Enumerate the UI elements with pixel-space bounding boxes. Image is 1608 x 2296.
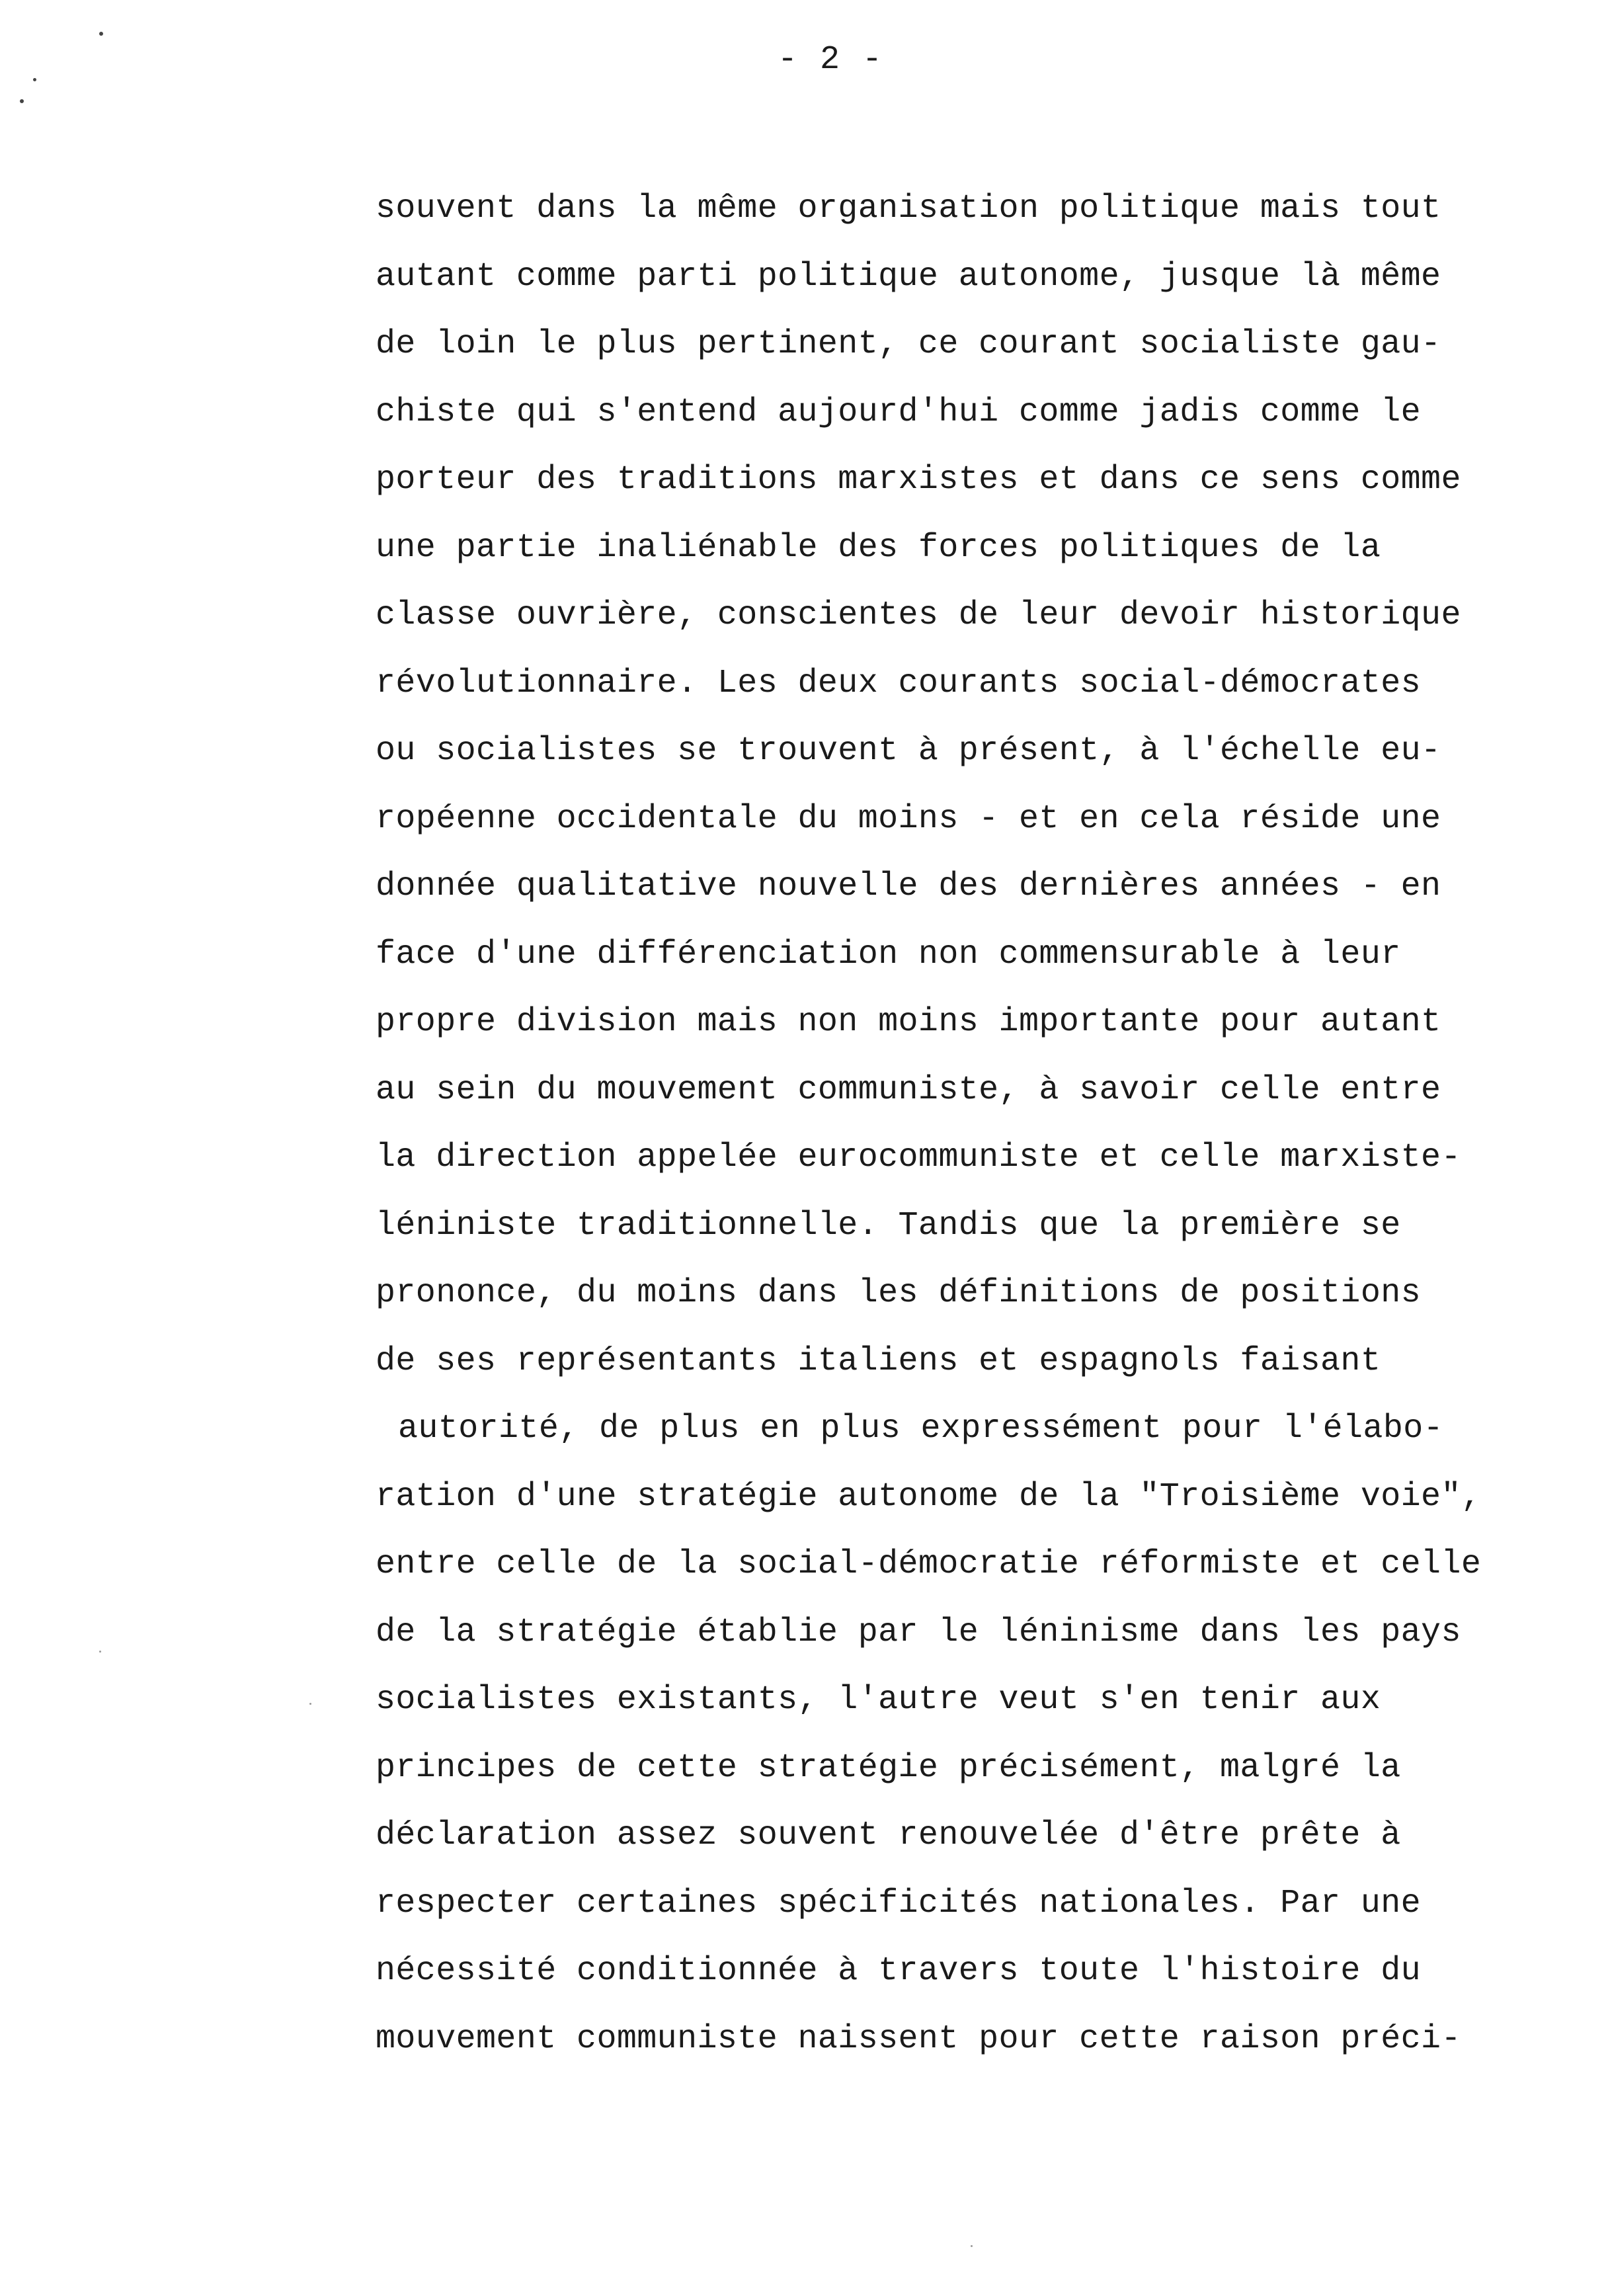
text-line: déclaration assez souvent renouvelée d'être prête à: [376, 1817, 1401, 1854]
text-line: ou socialistes se trouvent à présent, à l'échelle eu-: [376, 732, 1441, 770]
scan-speck: [309, 1703, 311, 1705]
text-line: la direction appelée eurocommuniste et celle marxiste-: [376, 1139, 1461, 1176]
text-line: porteur des traditions marxistes et dans ce sens comme: [376, 461, 1461, 499]
scan-speck: [33, 78, 36, 81]
text-line: ropéenne occidentale du moins - et en cela réside une: [376, 800, 1441, 838]
text-line: léniniste traditionnelle. Tandis que la première se: [376, 1206, 1401, 1245]
text-line: de la stratégie établie par le léninisme dans les pays: [376, 1613, 1461, 1651]
text-line: de loin le plus pertinent, ce courant socialiste gau-: [376, 325, 1441, 363]
body-text: [376, 175, 1513, 2073]
text-line: donnée qualitative nouvelle des dernières années - en: [376, 868, 1441, 905]
text-line: ration d'une stratégie autonome de la "Troisième voie",: [376, 1477, 1482, 1516]
text-line: socialistes existants, l'autre veut s'en tenir aux: [376, 1681, 1381, 1719]
text-line: révolutionnaire. Les deux courants social-démocrates: [376, 664, 1422, 702]
text-line: une partie inaliénable des forces politiques de la: [376, 528, 1381, 567]
text-line: au sein du mouvement communiste, à savoir celle entre: [376, 1071, 1441, 1109]
text-line: prononce, du moins dans les définitions de positions: [376, 1274, 1422, 1312]
text-line: respecter certaines spécificités nationales. Par une: [376, 1884, 1422, 1922]
text-line: de ses représentants italiens et espagnols faisant: [376, 1342, 1381, 1380]
scan-speck: [20, 99, 24, 103]
scan-speck: [99, 1651, 101, 1653]
text-line: propre division mais non moins importante pour autant: [376, 1003, 1441, 1041]
text-line: chiste qui s'entend aujourd'hui comme jadis comme le: [376, 393, 1422, 431]
text-line: souvent dans la même organisation politique mais tout: [376, 190, 1441, 227]
text-line: nécessité conditionnée à travers toute l'histoire du: [376, 1952, 1422, 1990]
text-line: face d'une différenciation non commensurable à leur: [376, 935, 1401, 973]
text-line: classe ouvrière, conscientes de leur devoir historique: [376, 596, 1461, 634]
text-line: mouvement communiste naissent pour cette raison préci-: [376, 2020, 1461, 2058]
page-number: - 2 -: [777, 41, 884, 79]
text-line: autant comme parti politique autonome, jusque là même: [376, 257, 1441, 296]
text-line: principes de cette stratégie précisément, malgré la: [376, 1748, 1401, 1787]
text-line: entre celle de la social-démocratie réformiste et celle: [376, 1545, 1482, 1583]
scan-speck: [971, 2245, 973, 2247]
text-line: autorité, de plus en plus expressément pour l'élabo-: [398, 1410, 1444, 1448]
scan-speck: [99, 32, 103, 36]
